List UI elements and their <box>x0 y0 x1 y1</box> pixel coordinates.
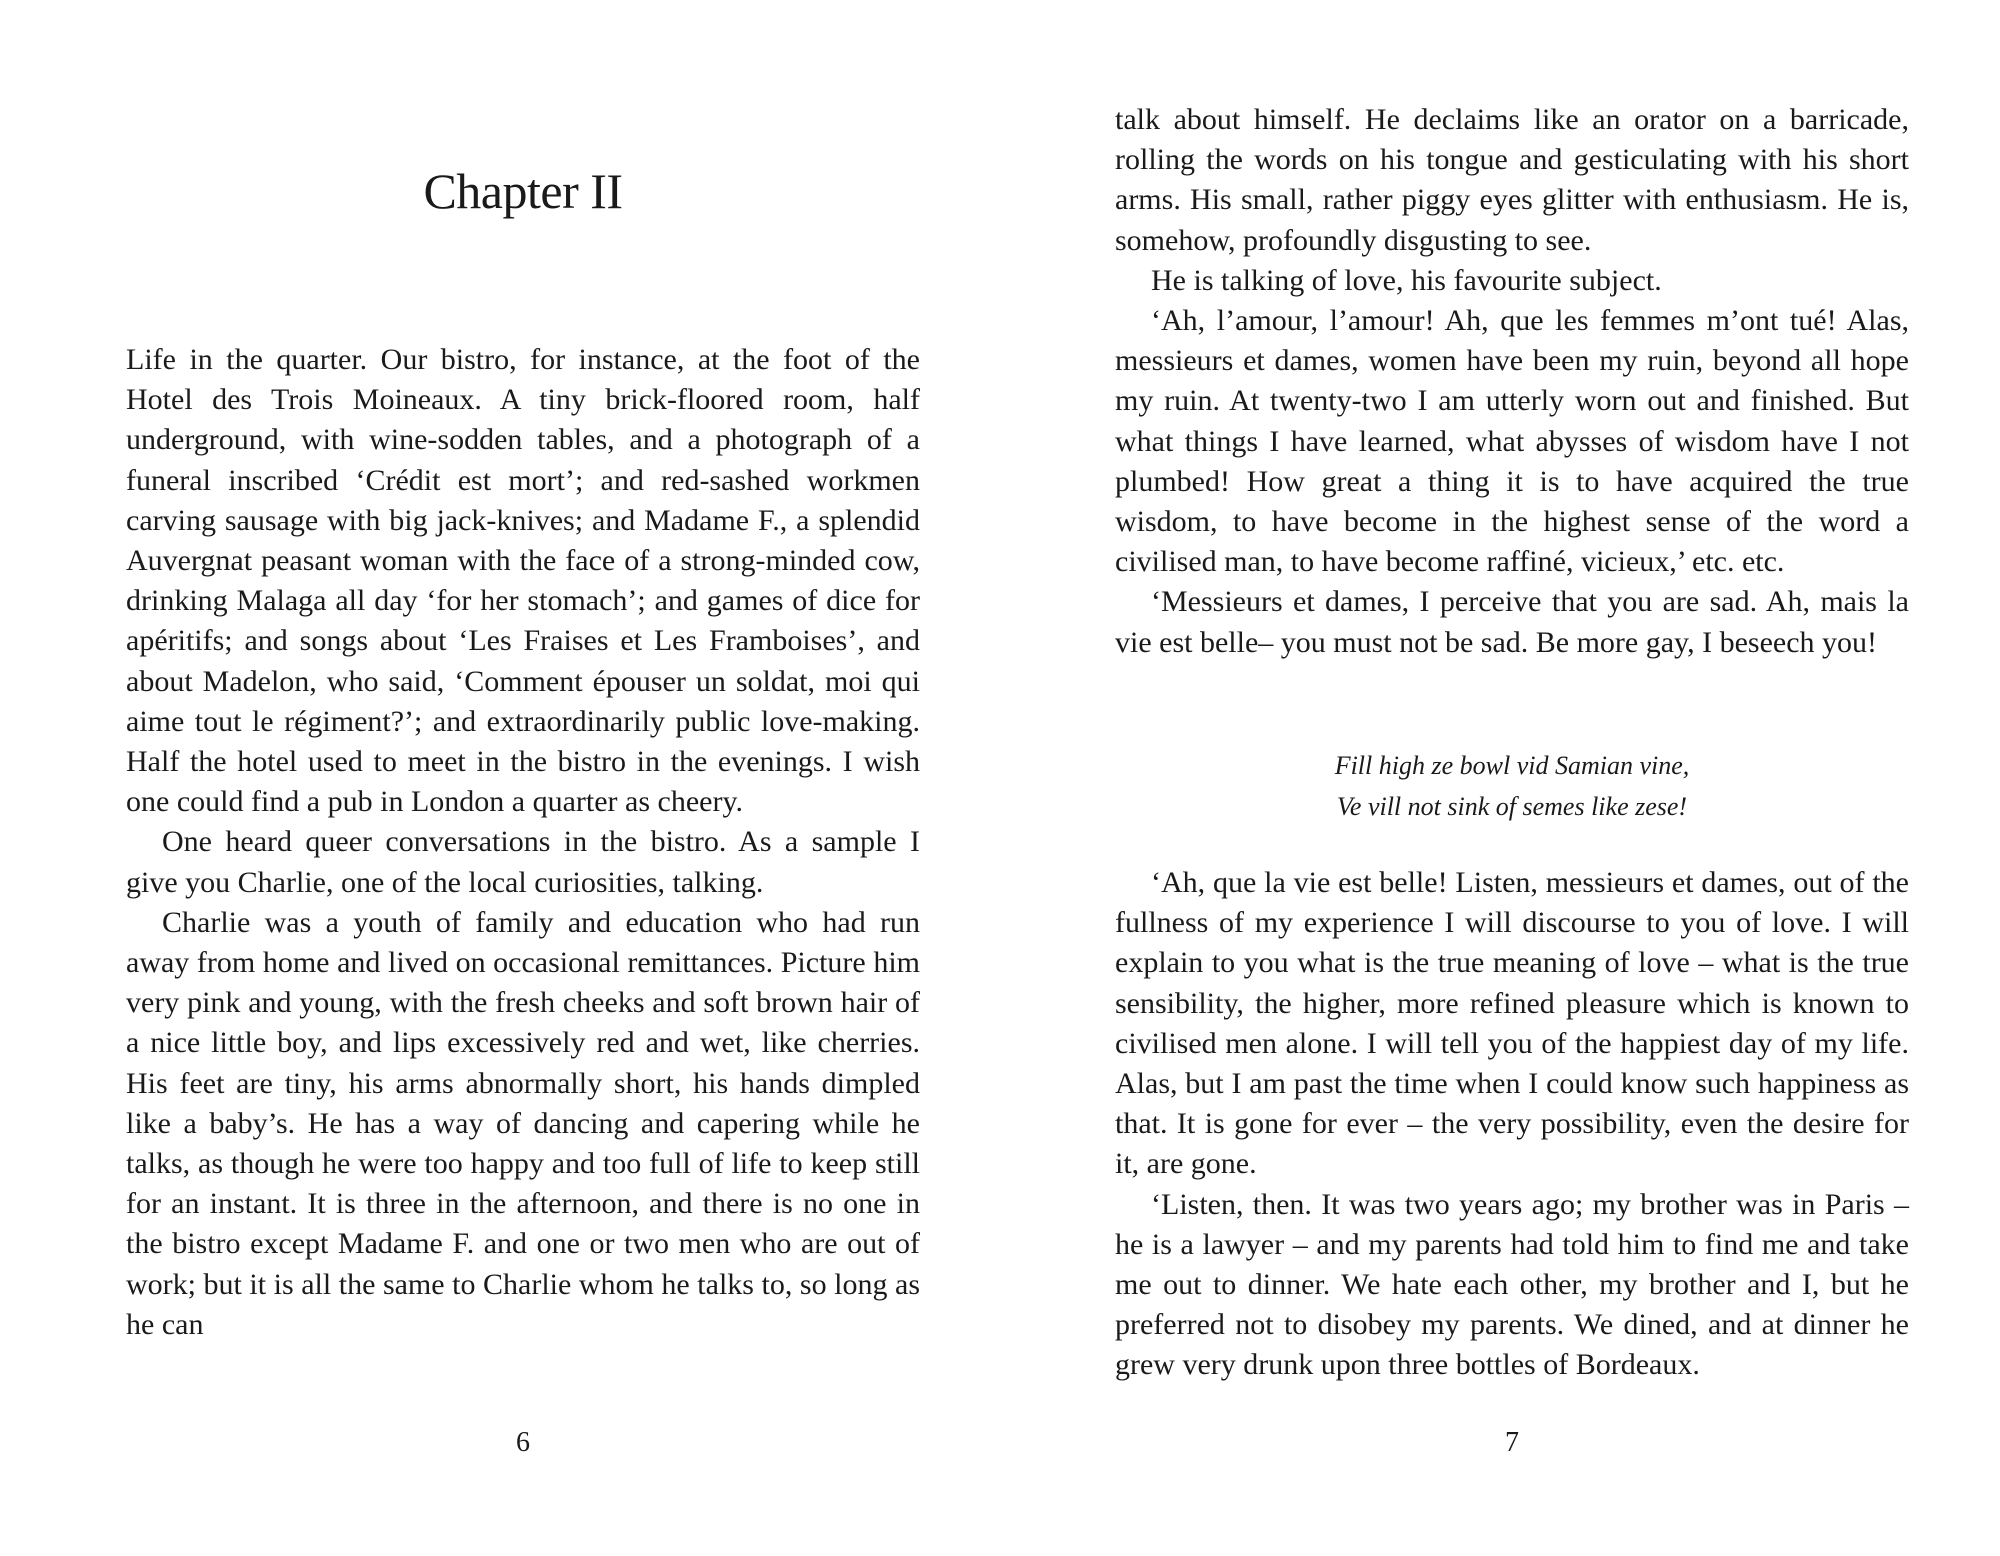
right-page <box>1115 0 1909 1556</box>
right-page-body-bottom <box>1115 863 1909 1386</box>
chapter-title: Chapter II <box>423 163 623 219</box>
verse-line: Ve vill not sink of semes like zese! <box>1336 792 1688 821</box>
page-number: 7 <box>1505 1427 1519 1458</box>
paragraph: talk about himself. He declaims like an orator on a barricade, rolling the words on his tongue and gesticulating with his short arms. His small, rather piggy eyes glitter with enthusiasm. He is, somehow, profoundly disgusting to see. <box>1115 103 1909 257</box>
left-page <box>126 0 920 1556</box>
paragraph: ‘Listen, then. It was two years ago; my brother was in Paris – he is a lawyer – and my parents had told him to find me and take me out to dinner. We hate each other, my brother and I, but he preferred not to disobey my parents. We dined, and at dinner he grew very drunk upon three bottles of Bordeaux. <box>1115 1187 1909 1382</box>
verse-line: Fill high ze bowl vid Samian vine, <box>1334 751 1690 780</box>
right-page-body-top <box>1115 100 1909 663</box>
left-page-body <box>126 340 920 1345</box>
paragraph: Charlie was a youth of family and education who had run away from home and lived on occasional remittances. Picture him very pink and young, with the fresh cheeks and soft brown hair of a nice little boy, and lips excessively red and wet, like cherries. His feet are tiny, his arms abnormally short, his hands dimpled like a baby’s. He has a way of dancing and capering while he talks, as though he were too happy and too full of life to keep still for an instant. It is three in the afternoon, and there is no one in the bistro except Madame F. and one or two men who are out of work; but it is all the same to Charlie whom he talks to, so long as he can <box>126 905 920 1341</box>
verse-block <box>1115 745 1909 827</box>
page-number: 6 <box>516 1427 530 1458</box>
paragraph: ‘Ah, l’amour, l’amour! Ah, que les femmes m’ont tué! Alas, messieurs et dames, women have been my ruin, beyond all hope my ruin. At twenty-two I am utterly worn out and finished. But what things I have learned, what abysses of wisdom have I not plumbed! How great a thing it is to have acquired the true wisdom, to have become in the highest sense of the word a civilised man, to have become raffiné, vicieux,’ etc. etc. <box>1115 304 1909 579</box>
paragraph: Life in the quarter. Our bistro, for instance, at the foot of the Hotel des Trois Moineaux. A tiny brick-floored room, half underground, with wine-sodden tables, and a photograph of a funeral inscribed ‘Crédit est mort’; and red-sashed workmen carving sausage with big jack-knives; and Madame F., a splendid Auvergnat peasant woman with the face of a strong-minded cow, drinking Malaga all day ‘for her stomach’; and games of dice for apéritifs; and songs about ‘Les Fraises et Les Framboises’, and about Madelon, who said, ‘Comment épouser un soldat, moi qui aime tout le régiment?’; and extraordinarily public love-making. Half the hotel used to meet in the bistro in the evenings. I wish one could find a pub in London a quarter as cheery. <box>126 343 920 819</box>
paragraph: He is talking of love, his favourite subject. <box>1151 263 1662 297</box>
paragraph: ‘Messieurs et dames, I perceive that you are sad. Ah, mais la vie est belle– you must not be sad. Be more gay, I beseech you! <box>1115 585 1909 659</box>
paragraph: ‘Ah, que la vie est belle! Listen, messieurs et dames, out of the fullness of my experience I will discourse to you of love. I will explain to you what is the true meaning of love – what is the true sensibility, the higher, more refined pleasure which is known to civilised men alone. I will tell you of the happiest day of my life. Alas, but I am past the time when I could know such happiness as that. It is gone for ever – the very possibility, even the desire for it, are gone. <box>1115 866 1909 1181</box>
paragraph: One heard queer conversations in the bistro. As a sample I give you Charlie, one of the local curiosities, talking. <box>126 825 920 899</box>
